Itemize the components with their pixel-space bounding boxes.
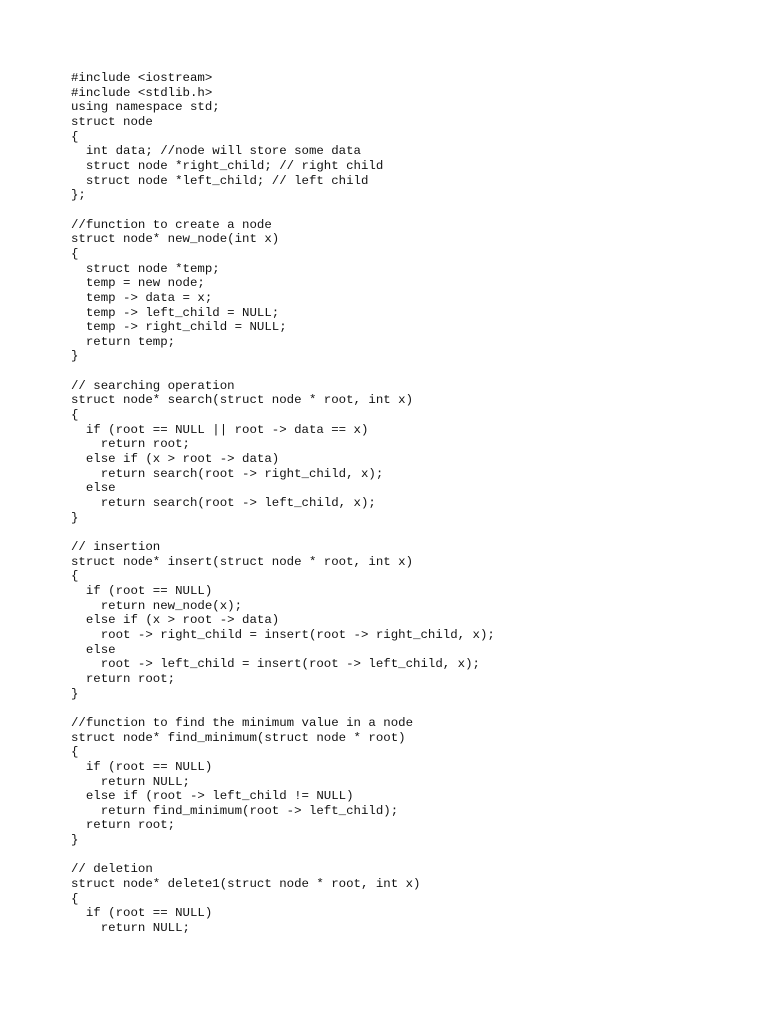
code-line: #include <iostream> [71, 71, 213, 85]
code-line: struct node* new_node(int x) [71, 232, 280, 247]
code-line: }; [71, 188, 86, 203]
code-line: root -> left_child = insert(root -> left_child, x); [71, 657, 480, 672]
code-line [71, 848, 495, 863]
code-line: if (root == NULL) [71, 759, 213, 774]
code-line: struct node* delete1(struct node * root, int x) [71, 877, 421, 892]
code-line: int data; //node will store some data [71, 144, 361, 159]
code-line: { [71, 569, 79, 584]
code-line: } [71, 686, 79, 701]
code-line: else if (x > root -> data) [71, 613, 280, 628]
code-line: temp -> left_child = NULL; [71, 305, 280, 320]
code-line: else [71, 642, 116, 657]
code-line: return search(root -> left_child, x); [71, 496, 376, 511]
code-line: root -> right_child = insert(root -> right_child, x); [71, 627, 495, 642]
code-line: //function to find the minimum value in a node [71, 715, 414, 730]
code-line: struct node* insert(struct node * root, int x) [71, 554, 414, 569]
code-line: // searching operation [71, 378, 235, 393]
code-line: struct node *right_child; // right child [71, 158, 384, 173]
code-line: { [71, 246, 79, 261]
code-line: struct node* search(struct node * root, int x) [71, 393, 414, 408]
code-line: } [71, 349, 79, 364]
code-line: temp = new node; [71, 276, 205, 291]
code-line: temp -> right_child = NULL; [71, 320, 287, 335]
code-line [71, 701, 495, 716]
code-line: else if (x > root -> data) [71, 452, 280, 467]
code-listing [71, 71, 495, 936]
code-line [71, 525, 495, 540]
code-line: // insertion [71, 540, 161, 554]
code-line: return new_node(x); [71, 598, 243, 613]
code-line: if (root == NULL || root -> data == x) [71, 422, 369, 437]
code-line: return search(root -> right_child, x); [71, 466, 384, 481]
code-line: #include <stdlib.h> [71, 85, 213, 100]
code-line: //function to create a node [71, 217, 272, 232]
code-line [71, 203, 495, 218]
code-line: return NULL; [71, 774, 190, 789]
code-line: { [71, 129, 79, 144]
code-line: temp -> data = x; [71, 290, 213, 305]
code-line: return root; [71, 818, 176, 833]
code-line: struct node *left_child; // left child [71, 173, 369, 188]
code-line: else if (root -> left_child != NULL) [71, 789, 354, 804]
code-line: // deletion [71, 862, 153, 877]
code-line: { [71, 745, 79, 760]
code-line: struct node [71, 114, 153, 129]
code-line: return NULL; [71, 921, 190, 936]
code-line: if (root == NULL) [71, 583, 213, 598]
code-line: struct node *temp; [71, 261, 220, 276]
code-line: return find_minimum(root -> left_child); [71, 803, 399, 818]
code-line: using namespace std; [71, 100, 220, 115]
code-line: return root; [71, 437, 190, 452]
code-line: { [71, 891, 79, 906]
code-line: struct node* find_minimum(struct node * root) [71, 730, 406, 745]
code-line: } [71, 833, 79, 848]
code-line: return temp; [71, 334, 176, 349]
code-line: return root; [71, 671, 176, 686]
code-line: else [71, 481, 116, 496]
code-line [71, 364, 495, 379]
code-line: if (root == NULL) [71, 906, 213, 921]
code-line: } [71, 510, 79, 525]
code-line: { [71, 408, 79, 423]
